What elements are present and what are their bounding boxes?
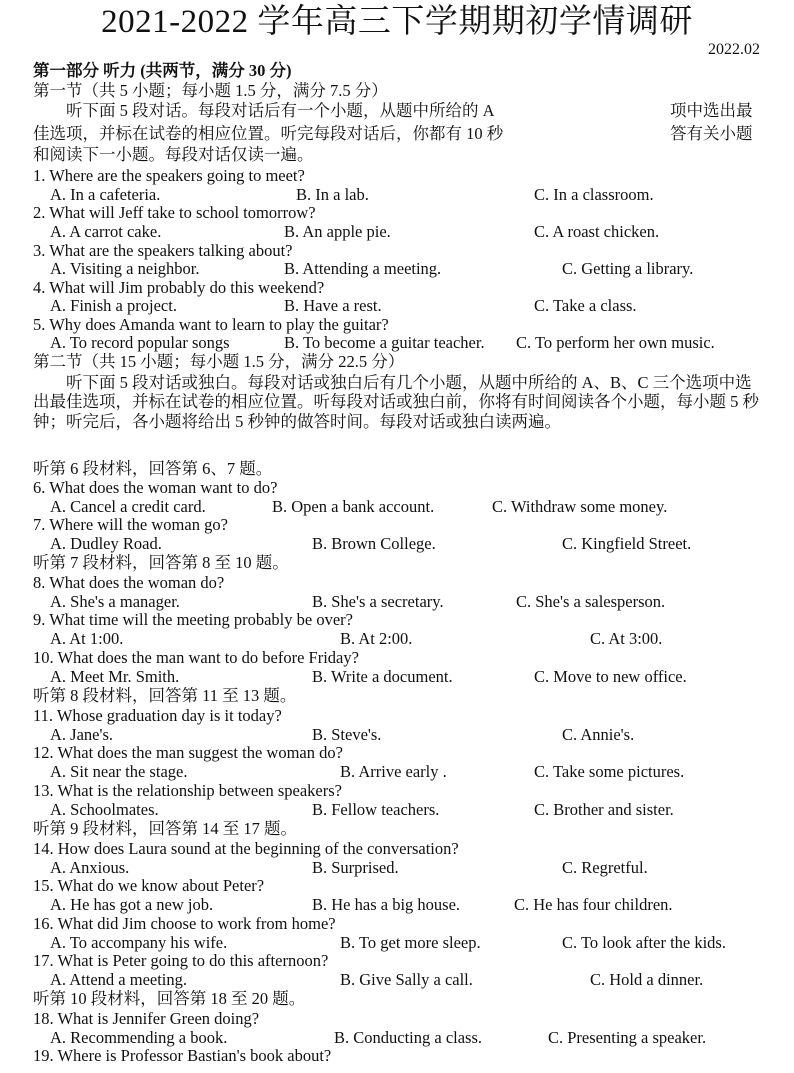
section1-heading: 第一节（共 5 小题；每小题 1.5 分，满分 7.5 分） bbox=[33, 81, 388, 100]
material-heading: 听第 10 段材料，回答第 18 至 20 题。 bbox=[33, 989, 306, 1008]
exam-date: 2022.02 bbox=[708, 41, 760, 58]
material-heading: 听第 9 段材料，回答第 14 至 17 题。 bbox=[33, 819, 297, 838]
material-heading: 听第 7 段材料，回答第 8 至 10 题。 bbox=[33, 553, 289, 572]
page-title: 2021-2022 学年高三下学期期初学情调研 bbox=[101, 4, 693, 40]
part1-heading: 第一部分 听力 (共两节，满分 30 分) bbox=[33, 61, 292, 80]
section2-heading: 第二节（共 15 小题；每小题 1.5 分，满分 22.5 分） bbox=[33, 352, 405, 371]
material-heading: 听第 6 段材料，回答第 6、7 题。 bbox=[33, 459, 273, 478]
section2-instruction: 听下面 5 段对话或独白。每段对话或独白后有几个小题，从题中所给的 A、B、C 三个选项中选出最佳选项，并标在试卷的相应位置。听每段对话或独白前，你将有时间阅读各个小题，每小题 5 秒钟；听完后，各小题将给出 5 秒钟的做答时间。每段对话或独白读两遍。 bbox=[33, 373, 759, 431]
redaction-mask bbox=[550, 100, 668, 144]
material-heading: 听第 8 段材料，回答第 11 至 13 题。 bbox=[33, 686, 297, 705]
